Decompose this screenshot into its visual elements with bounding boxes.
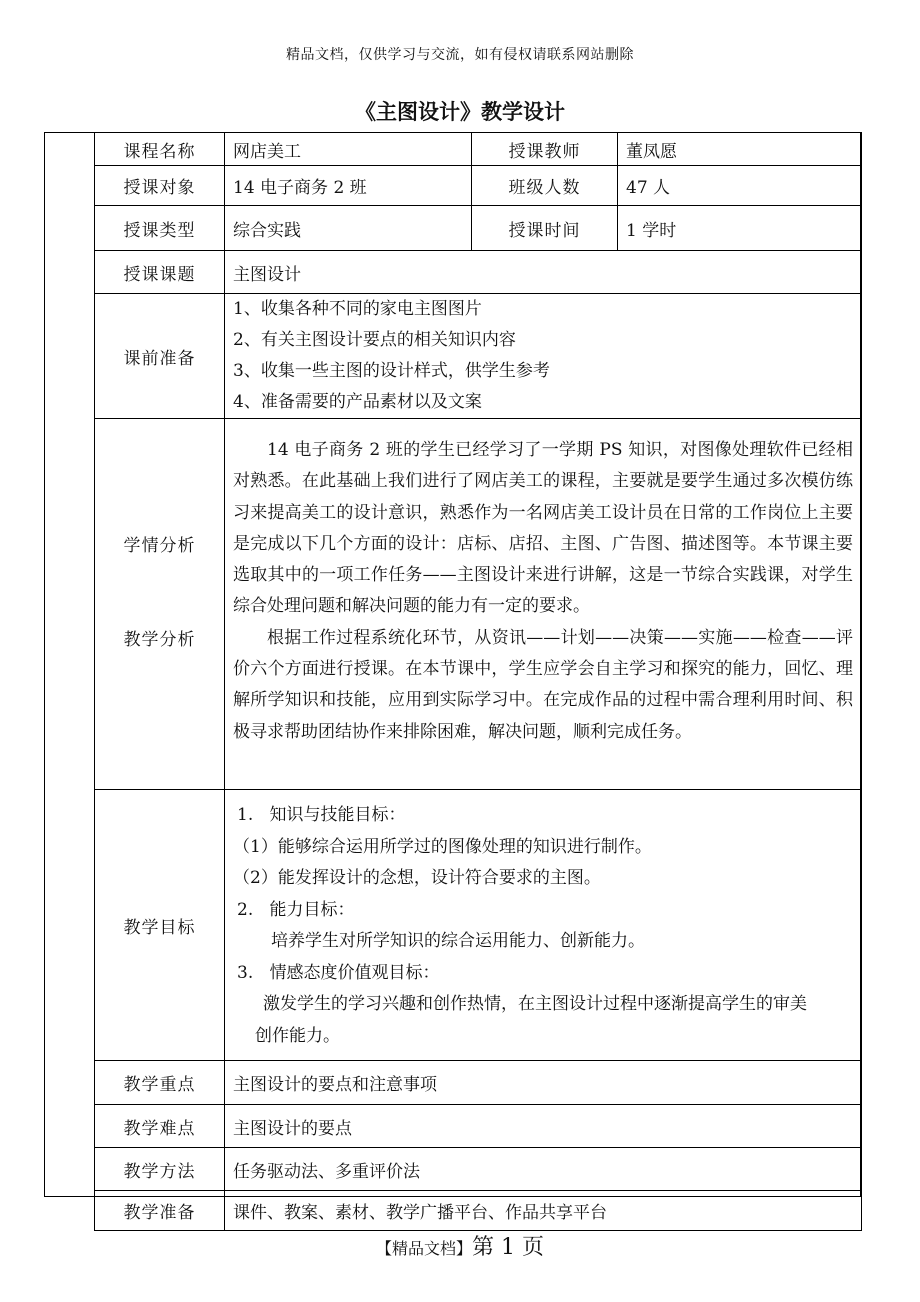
table-row	[95, 294, 862, 419]
list-item: 3、收集一些主图的设计样式，供学生参考	[233, 361, 550, 381]
goal-item: （2）能发挥设计的念想，设计符合要求的主图。	[233, 868, 601, 888]
goal-item: 激发学生的学习兴趣和创作热情，在主图设计过程中逐渐提高学生的审美	[263, 994, 807, 1014]
goals-content	[225, 790, 862, 1061]
goal-item: 培养学生对所学知识的综合运用能力、创新能力。	[271, 931, 645, 951]
table-row	[95, 1148, 862, 1191]
preparation-label: 课前准备	[95, 294, 225, 419]
type-label: 授课类型	[95, 206, 225, 251]
count-label: 班级人数	[472, 166, 618, 206]
teaching-prep-value: 课件、教案、素材、教学广播平台、作品共享平台	[225, 1191, 862, 1231]
table-row	[95, 1061, 862, 1105]
topic-value: 主图设计	[225, 251, 862, 294]
teaching-prep-label: 教学准备	[95, 1191, 225, 1231]
table-row	[95, 1191, 862, 1231]
method-value: 任务驱动法、多重评价法	[225, 1148, 862, 1191]
course-name-label: 课程名称	[95, 133, 225, 166]
difficulty-label: 教学难点	[95, 1105, 225, 1148]
difficulty-value: 主图设计的要点	[225, 1105, 862, 1148]
goal-heading: 3. 情感态度价值观目标：	[237, 962, 440, 983]
preparation-list	[225, 294, 862, 419]
target-value: 14 电子商务 2 班	[225, 166, 472, 206]
analysis-paragraph: 14 电子商务 2 班的学生已经学习了一学期 PS 知识，对图像处理软件已经相对熟悉。在此基础上我们进行了网店美工的课程，主要就是要学生通过多次模仿练习来提高美工的设计意识，熟悉作为一名网店美工设计员在日常的工作岗位上主要是完成以下几个方面的设计：店标、店招、主图、广告图、描述图等。本节课主要选取其中的一项工作任务——主图设计来进行讲解，这是一节综合实践课，对学生综合处理问题和解决问题的能力有一定的要求。	[233, 440, 853, 617]
topic-label: 授课课题	[95, 251, 225, 294]
list-item: 2、有关主图设计要点的相关知识内容	[233, 330, 516, 350]
page-footer	[0, 1230, 920, 1261]
lesson-plan-table	[94, 132, 862, 1231]
page-number: 第 1 页	[472, 1235, 544, 1260]
table-row	[95, 790, 862, 1061]
analysis-text	[225, 419, 862, 790]
table-row	[95, 133, 862, 166]
list-item: 1、收集各种不同的家电主图图片	[233, 299, 482, 319]
goal-item: （1）能够综合运用所学过的图像处理的知识进行制作。	[233, 836, 652, 857]
table-row	[95, 419, 862, 790]
table-row	[95, 251, 862, 294]
goal-item: 创作能力。	[255, 1025, 340, 1046]
analysis-labels	[95, 419, 225, 790]
list-item: 4、准备需要的产品素材以及文案	[233, 392, 482, 412]
learner-analysis-label: 学情分析	[123, 536, 196, 556]
analysis-paragraph: 根据工作过程系统化环节，从资讯——计划——决策——实施——检查——评价六个方面进行授课。在本节课中，学生应学会自主学习和探究的能力，回忆、理解所学知识和技能，应用到实际学习中。在完成作品的过程中需合理利用时间、积极寻求帮助团结协作来排除困难，解决问题，顺利完成任务。	[233, 627, 853, 742]
goal-heading: 2. 能力目标：	[237, 899, 355, 920]
course-name-value: 网店美工	[225, 133, 472, 166]
method-label: 教学方法	[95, 1148, 225, 1191]
type-value: 综合实践	[225, 206, 472, 251]
target-label: 授课对象	[95, 166, 225, 206]
teacher-label: 授课教师	[472, 133, 618, 166]
table-row	[95, 206, 862, 251]
key-points-value: 主图设计的要点和注意事项	[225, 1061, 862, 1105]
teacher-value: 董凤愿	[618, 133, 862, 166]
time-label: 授课时间	[472, 206, 618, 251]
key-points-label: 教学重点	[95, 1061, 225, 1105]
footer-bracket: 【精品文档】	[376, 1239, 473, 1258]
table-row	[95, 166, 862, 206]
header-note: 精品文档，仅供学习与交流，如有侵权请联系网站删除	[286, 47, 634, 63]
document-title: 《主图设计》教学设计	[355, 99, 565, 124]
teaching-analysis-label: 教学分析	[123, 630, 196, 650]
goals-label: 教学目标	[95, 790, 225, 1061]
count-value: 47 人	[618, 166, 862, 206]
table-row	[95, 1105, 862, 1148]
goal-heading: 1. 知识与技能目标：	[237, 805, 406, 825]
time-value: 1 学时	[618, 206, 862, 251]
